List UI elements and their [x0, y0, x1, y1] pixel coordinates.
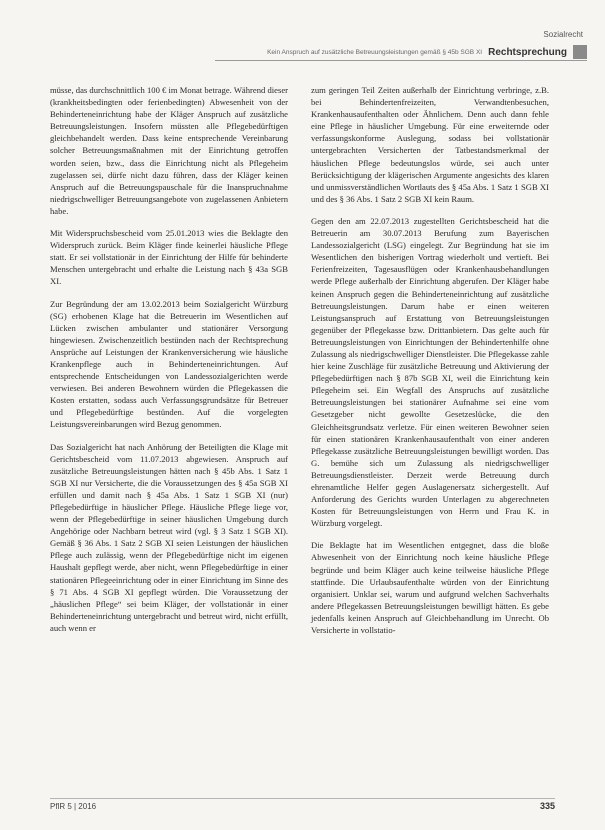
journal-issue: PflR 5 | 2016 [50, 802, 97, 811]
left-column [50, 84, 288, 644]
paragraph: müsse, das durchschnittlich 100 € im Monat betrage. Während dieser (krankheitsbedingten oder ferienbedingten) Abwesenheit von der Behinderteneinrichtung habe der Kläger Anspruch auf zusätzliche Betreuungsleistungen. Insofern müssten alle Pflegebedürftigen gleichbehandelt werden. Dass keine entsprechende Vereinbarung solcher Betreuungsmaßnahmen mit der Einrichtung getroffen worden seien, bzw., dass die Einrichtung nicht als Pflegeheim zugelassen sei, dürfe nicht dazu führen, dass der Kläger keinen Anspruch auf die Betreuungspauschale für die Inanspruchnahme niedrigschwelliger Betreuungsangebote von zugelassenen Anbietern habe. [50, 85, 288, 216]
section-marker-icon [573, 45, 587, 59]
page-number: 335 [539, 801, 555, 811]
section-title: Rechtsprechung [488, 46, 567, 58]
paragraph: Mit Widerspruchsbescheid vom 25.01.2013 wies die Beklagte den Widerspruch zurück. Beim Kläger finde keinerlei häusliche Pflege statt. Er sei vollstationär in der Einrichtung der Hilfe für behinderte Menschen untergebracht und erhalte die Leistung nach § 43a SGB XI. [50, 228, 288, 287]
right-column [311, 84, 549, 646]
running-header [215, 44, 587, 61]
page-footer [50, 798, 555, 813]
paragraph: Gegen den am 22.07.2013 zugestellten Gerichtsbescheid hat die Betreuerin am 30.07.2013 Berufung zum Bayerischen Landessozialgericht (LSG) eingelegt. Zur Begründung hat sie im Wesentlichen den bisherigen Vortrag wiederholt und vertieft. Bei Ferienfreizeiten, Tagesausflügen oder Krankenhausbehandlungen werde Pflege außerhalb der Einrichtung abgerufen. Der Kläger habe keinen Anspruch gegen die Behinderteneinrichtung auf zusätzliche Betreuungsleistungen. Darum habe er einen weiteren Leistungsanspruch auf Erstattung von Betreuungsleistungen gegenüber der Pflegekasse bzw. Drittanbietern. Das gelte auch für Betreuungsleistungen von Einrichtungen der Behindertenhilfe ohne Zulassung als niedrigschwelliger Dienstleister. Die Pflegekasse zahle hier keine Zuschläge für zusätzliche Betreuung und Aktivierung der Pflegebedürftigen nach § 87b SGB XI, weil die Einrichtung kein Pflegeheim sei. Ein Wegfall des Anspruchs auf zusätzliche Betreuungsleistungen bei stationärer Aufnahme sei eine vom Gesetzgeber nicht gewollte Gesetzeslücke, die den Gleichheitsgrundsatz verletze. Für einen weiteren Bewohner seien für einen stationären Krankenhausaufenthalt von einer anderen Pflegekasse zusätzliche Betreuungsleistungen bewilligt worden. Das G. bemühe sich um Zulassung als niedrigschwelliger Betreuungsdienstleister. Derzeit werde Betreuung durch ehrenamtliche Helfer gegen Auslagenersatz sichergestellt. Auf Anforderung des Gerichts wurden Unterlagen zu abgerechneten Kosten für Betreuungsleistungen von Herrn und Frau K. in Würzburg vorgelegt. [311, 215, 549, 529]
paragraph: Die Beklagte hat im Wesentlichen entgegnet, dass die bloße Abwesenheit von der Einrichtung noch keine häusliche Pflege begründe und beim Kläger auch keine teilweise häusliche Pflege stattfinde. Die Urlaubsaufenthalte würden von der Einrichtung organisiert. Unklar sei, warum und aufgrund welchen Sachverhalts andere Pflegekassen Betreuungsleistungen bewilligt hätten. Es gebe jedenfalls keinen Anspruch auf Gleichbehandlung im Unrecht. Ob Versicherte in vollstatio- [311, 540, 549, 636]
running-title: Kein Anspruch auf zusätzliche Betreuungsleistungen gemäß § 45b SGB XI [267, 48, 483, 56]
paragraph: Zur Begründung der am 13.02.2013 beim Sozialgericht Würzburg (SG) erhobenen Klage hat die Betreuerin im Wesentlichen auf Lücken zwischen ambulanter und stationärer Versorgung hingewiesen. Zwischenzeitlich bestünden nach der Rechtsprechung Ansprüche auf Leistungen der Krankenversicherung wie häusliche Krankenpflege auch in Behinderteneinrichtungen. Auf entsprechende Entscheidungen von Landessozialgerichten werde verwiesen. Bei anderen Bewohnern würden die Pflegekassen die Kosten erstatten, sodass auch Verfassungsgrundsätze für Betreuer und Pflegebedürftige bestünden. Auf die vorgelegten Leistungsvereinbarungen wird Bezug genommen. [50, 298, 288, 430]
paragraph: Das Sozialgericht hat nach Anhörung der Beteiligten die Klage mit Gerichtsbescheid vom 11.07.2013 abgewiesen. Anspruch auf zusätzliche Betreuungsleistungen hätten nach § 45b Abs. 1 Satz 1 SGB XI nur Versicherte, die die Voraussetzungen des § 45a SGB XI erfüllen und damit nach § 45a Abs. 1 Satz 1 SGB XI (nur) Pflegebedürftige in häuslicher Pflege. Häusliche Pflege liege vor, wenn der Pflegebedürftige in seiner häuslichen Umgebung durch Angehörige oder Nachbarn betreut wird (vgl. § 3 Satz 1 SGB XI). Gemäß § 36 Abs. 1 Satz 2 SGB XI seien Leistungen der häuslichen Pflege auch zulässig, wenn der Pflegebedürftige nicht im eigenen Haushalt gepflegt werde, aber nicht, wenn Pflegebedürftige in einer stationären Pflegeeinrichtung oder in einer Einrichtung im Sinne des § 71 Abs. 4 SGB XI gepflegt würden. Die Voraussetzung der „häuslichen Pflege“ sei beim Kläger, der vollstationär in einer Behinderteneinrichtung untergebracht und betreut wird, nicht erfüllt, auch wenn er [50, 441, 288, 633]
paragraph: zum geringen Teil Zeiten außerhalb der Einrichtung verbringe, z.B. bei Behindertenfreizeiten, Verwandtenbesuchen, Krankenhausaufenthalten oder Ähnlichem. Denn auch dann fehle eine Pflege in häuslicher Umgebung. Für eine erweiternde oder verfassungskonforme Auslegung, sodass bei vollstationär untergebrachten Versicherten der Tatbestandsmerkmal der häuslichen Pflege bedeutungslos würde, sei auch unter Berücksichtigung der klägerischen Argumente angesichts des klaren und unmissverständlichen Wortlauts des § 45a Abs. 1 Satz 1 SGB XI und des § 36 Abs. 1 Satz 2 SGB XI kein Raum. [311, 85, 549, 204]
section-tag: Sozialrecht [543, 30, 583, 39]
